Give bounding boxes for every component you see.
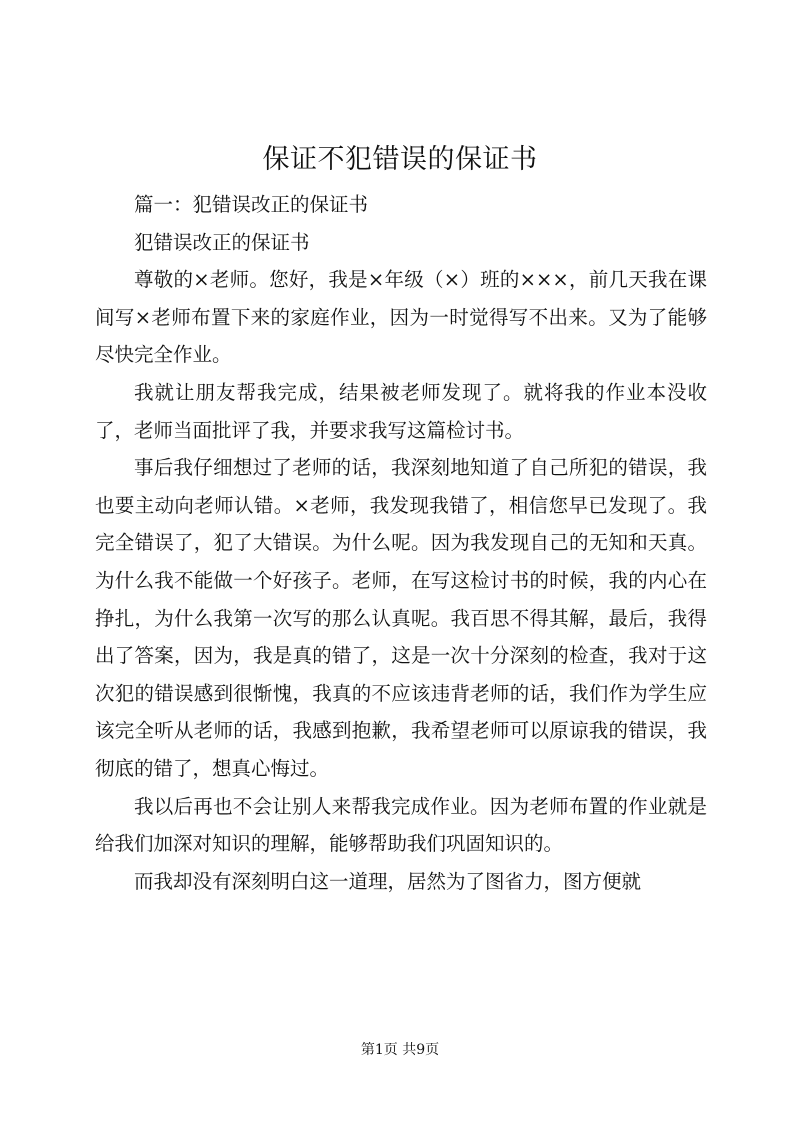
section-heading: 篇一：犯错误改正的保证书 [134,193,369,216]
body-paragraph: 我以后再也不会让别人来帮我完成作业。因为老师布置的作业就是给我们加深对知识的理解，能够帮助我们巩固知识的。 [95,794,707,856]
body-paragraph: 尊敬的×老师。您好，我是×年级（×）班的×××，前几天我在课间写×老师布置下来的家庭作业，因为一时觉得写不出来。又为了能够尽快完全作业。 [95,268,707,367]
document-body [95,186,707,900]
body-paragraph: 事后我仔细想过了老师的话，我深刻地知道了自己所犯的错误，我也要主动向老师认错。×老师，我发现我错了，相信您早已发现了。我完全错误了，犯了大错误。为什么呢。因为我发现自己的无知和天真。为什么我不能做一个好孩子。老师，在写这检讨书的时候，我的内心在挣扎，为什么我第一次写的那么认真呢。我百思不得其解，最后，我得出了答案，因为，我是真的错了，这是一次十分深刻的检查，我对于这次犯的错误感到很惭愧，我真的不应该违背老师的话，我们作为学生应该完全听从老师的话，我感到抱歉，我希望老师可以原谅我的错误，我彻底的错了，想真心悔过。 [95,456,707,780]
body-paragraph: 我就让朋友帮我完成，结果被老师发现了。就将我的作业本没收了，老师当面批评了我，并要求我写这篇检讨书。 [95,380,707,442]
body-paragraph: 而我却没有深刻明白这一道理，居然为了图省力，图方便就 [134,869,642,893]
subtitle-line: 犯错误改正的保证书 [134,230,310,254]
page-footer: 第1页 共9页 [360,1042,440,1058]
document-title: 保证不犯错误的保证书 [262,144,538,175]
